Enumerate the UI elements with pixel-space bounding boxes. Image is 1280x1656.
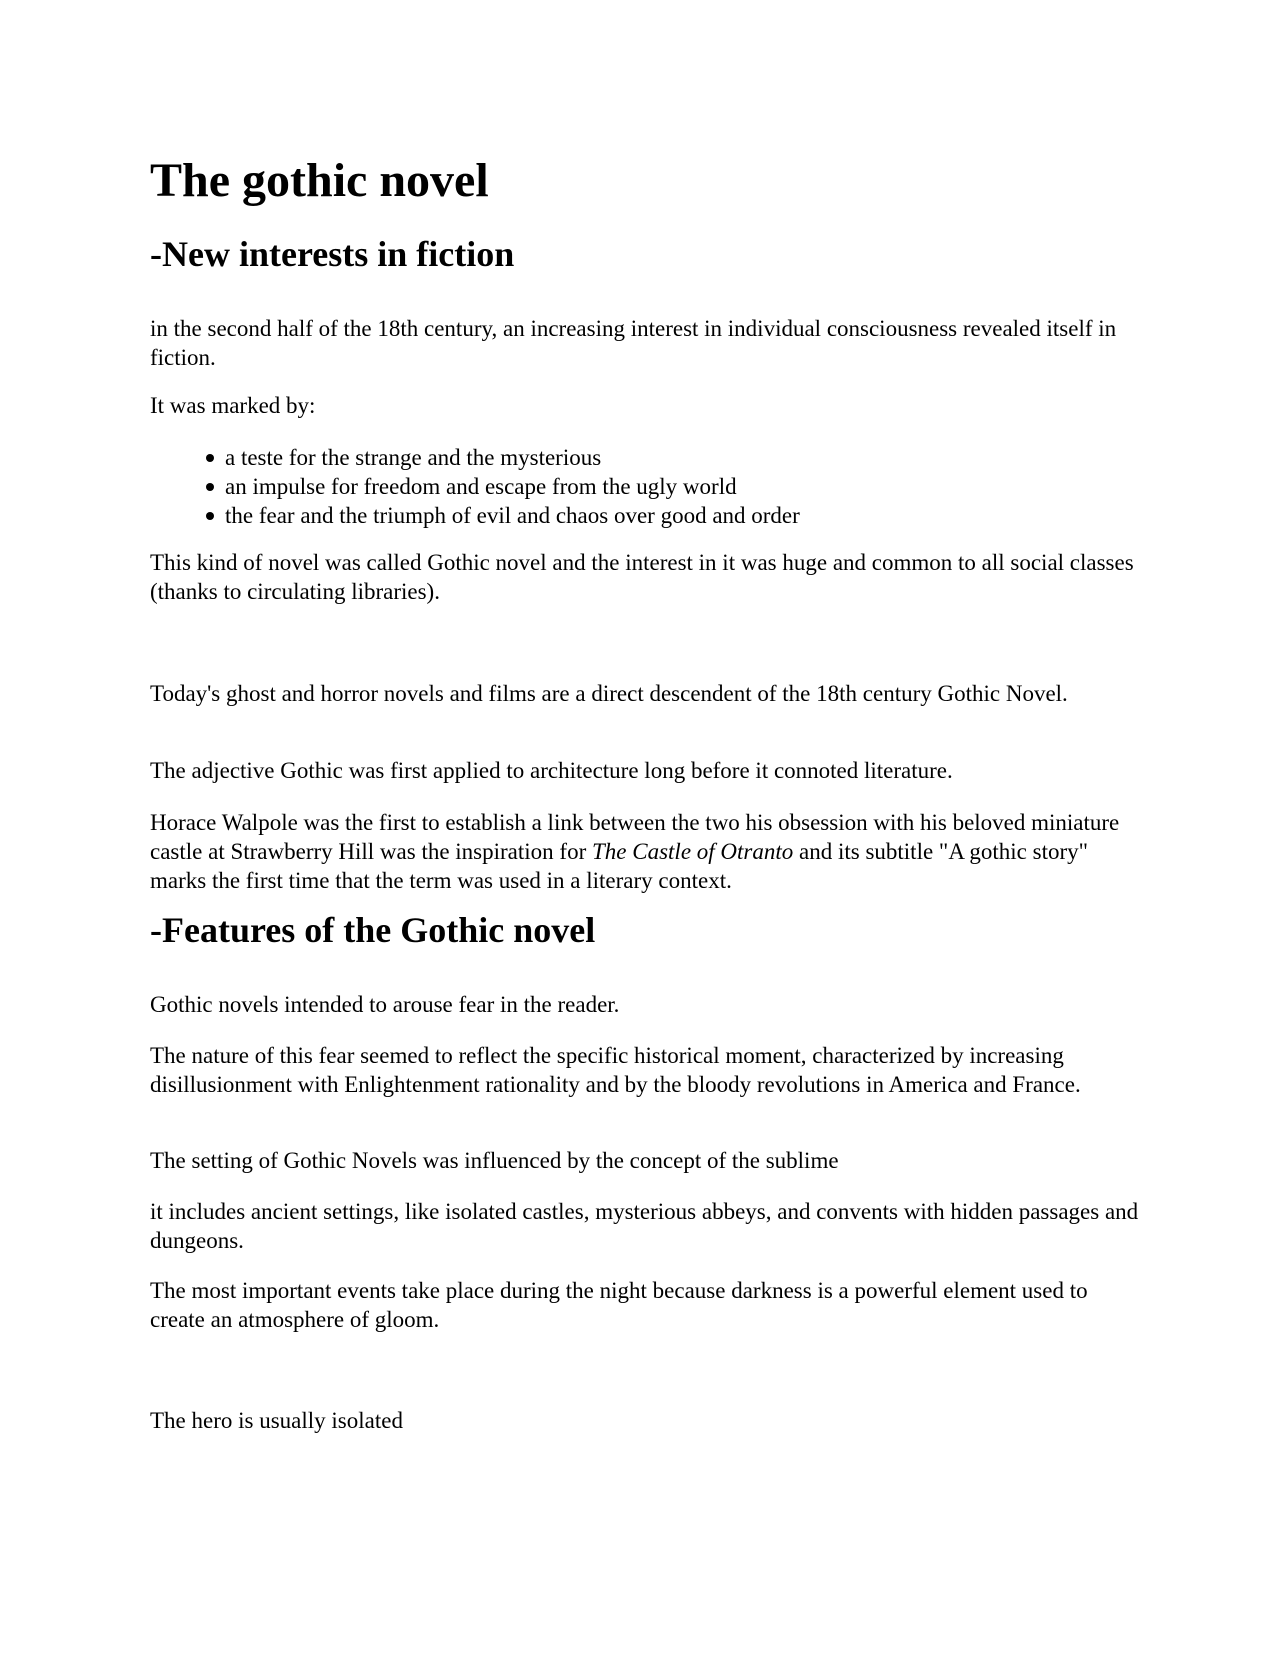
historical-moment-paragraph: The nature of this fear seemed to reflect the specific historical moment, characterized by increasing disillusionment with Enlightenment rationality and by the bloody revolutions in America and France.: [150, 1043, 1081, 1097]
walpole-text-after: and its subtitle "A gothic story" marks the first time that the term was used in a literary context.: [150, 839, 1089, 893]
descendent-paragraph: Today's ghost and horror novels and films are a direct descendent of the 18th century Gothic Novel.: [150, 681, 1068, 706]
section-heading-new-interests: -New interests in fiction: [150, 234, 515, 274]
fear-paragraph: Gothic novels intended to arouse fear in the reader.: [150, 992, 620, 1017]
page-title: The gothic novel: [150, 154, 489, 207]
sublime-paragraph: The setting of Gothic Novels was influenced by the concept of the sublime: [150, 1148, 839, 1173]
marked-by-list: [150, 443, 800, 530]
book-title-castle-of-otranto: The Castle of Otranto: [592, 839, 794, 864]
adjective-paragraph: The adjective Gothic was first applied to architecture long before it connoted literature.: [150, 758, 953, 783]
marked-by-label: It was marked by:: [150, 393, 316, 418]
intro-paragraph: in the second half of the 18th century, an increasing interest in individual consciousness revealed itself in fiction.: [150, 316, 1117, 370]
walpole-text-before: Horace Walpole was the first to establish a link between the two his obsession with his beloved miniature castle at Strawberry Hill was the inspiration for: [150, 810, 1120, 864]
gothic-novel-paragraph: This kind of novel was called Gothic novel and the interest in it was huge and common to all social classes (thanks to circulating libraries).: [150, 550, 1134, 604]
list-item: an impulse for freedom and escape from the ugly world: [150, 472, 800, 501]
hero-paragraph: The hero is usually isolated: [150, 1408, 403, 1433]
list-item: the fear and the triumph of evil and chaos over good and order: [150, 501, 800, 530]
settings-paragraph: it includes ancient settings, like isolated castles, mysterious abbeys, and convents with hidden passages and dungeons.: [150, 1199, 1139, 1253]
night-paragraph: The most important events take place during the night because darkness is a powerful element used to create an atmosphere of gloom.: [150, 1278, 1088, 1332]
list-item: a teste for the strange and the mysterious: [150, 443, 800, 472]
section-heading-features: -Features of the Gothic novel: [150, 910, 596, 950]
walpole-paragraph: [150, 808, 1140, 895]
